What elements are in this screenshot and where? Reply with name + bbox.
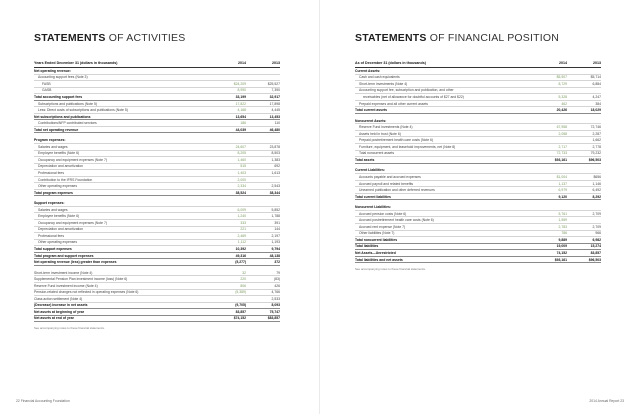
- value-2013: 79,232: [590, 151, 601, 156]
- value-2013: 1,193: [271, 240, 280, 245]
- value-2014: 220: [240, 277, 246, 282]
- value-2014: 1,240: [237, 214, 246, 219]
- value-2013: 144: [274, 227, 280, 232]
- value-2014: (5,277): [235, 260, 246, 265]
- header-label: Years Ended December 31 (dollars in thousands): [34, 61, 118, 65]
- value-2013: (83): [273, 277, 280, 282]
- row-label: Accrued postretirement health care costs (Note 6): [359, 218, 434, 223]
- value-2014: 2,783: [558, 224, 567, 229]
- row-label: Occupancy and equipment expenses (Note 7): [38, 157, 107, 162]
- value-2013: 110: [274, 121, 280, 126]
- value-2013: 8,503: [271, 151, 280, 156]
- header-label: As of December 31 (dollars in thousands): [355, 61, 426, 65]
- value-2014: 83,857: [235, 309, 246, 314]
- row-label: GASB: [42, 88, 52, 93]
- value-2013: 4,247: [592, 94, 601, 99]
- table-body: [355, 68, 601, 263]
- row-label: Net operating revenue:: [34, 68, 71, 73]
- value-2013: 6,982: [592, 237, 601, 242]
- title-light: OF FINANCIAL POSITION: [429, 32, 559, 44]
- row-label: Accrued payroll and related benefits: [359, 181, 414, 186]
- page-title: [355, 32, 559, 44]
- row-label: Current Assets:: [355, 68, 381, 73]
- page-title: [34, 32, 185, 44]
- row-label: Net assets at end of year: [34, 316, 74, 321]
- value-2013: 46,480: [269, 127, 280, 132]
- value-2013: 1,662: [592, 138, 601, 143]
- value-2013: 2,287: [592, 131, 601, 136]
- value-2014: 1,403: [237, 170, 246, 175]
- value-2013: 384: [595, 101, 601, 106]
- value-2014: 515: [240, 164, 246, 169]
- value-2013: 6,492: [592, 188, 601, 193]
- row-label: Depreciation and amortization: [38, 227, 84, 232]
- row-label: Salaries and wages: [38, 207, 68, 212]
- value-2013: $25,527: [267, 81, 280, 86]
- header-col-2013: 2013: [593, 61, 601, 65]
- value-2013: 2,543: [271, 184, 280, 189]
- value-2014: 1,137: [558, 181, 567, 186]
- row-label: Assets held in trust (Note 6): [359, 131, 401, 136]
- value-2013: 5,852: [271, 207, 280, 212]
- row-label: Total program expenses: [34, 190, 73, 195]
- value-2014: 44,039: [235, 127, 246, 132]
- row-label: Short-term investments (Note 4): [359, 81, 408, 86]
- value-2013: $96,503: [588, 257, 601, 262]
- financial-position-table: [355, 59, 601, 271]
- value-2014: 49,316: [235, 253, 246, 258]
- value-2014: $1,004: [556, 174, 567, 179]
- value-2013: 6,884: [592, 81, 601, 86]
- row-label: Total noncurrent assets: [359, 151, 395, 156]
- right-page: [320, 0, 640, 414]
- row-label: Accounting support fees (Note 3): [38, 75, 88, 80]
- value-2013: $656: [593, 174, 601, 179]
- header-col-2013: 2013: [272, 61, 280, 65]
- value-2013: 4,445: [271, 108, 280, 113]
- header-col-2014: 2014: [238, 61, 246, 65]
- value-2014: 8,990: [237, 88, 246, 93]
- activities-table: [34, 59, 280, 330]
- row-label: Noncurrent Assets:: [355, 118, 387, 123]
- value-2014: (9,705): [235, 303, 246, 308]
- value-2014: 462: [561, 101, 567, 106]
- value-2013: 1,788: [271, 214, 280, 219]
- row-label: Reserve Fund investment income (Note 4): [34, 283, 98, 288]
- page-footer: 22 Financial Accounting Foundation: [16, 399, 70, 403]
- row-label: Class action settlement (Note 4): [34, 296, 83, 301]
- row-label: Program expenses:: [34, 138, 66, 143]
- value-2014: 2,469: [237, 233, 246, 238]
- value-2014: 19,009: [556, 244, 567, 249]
- row-label: Contributions/NFP contributed services: [38, 121, 97, 126]
- row-label: Accounting support fee, subscription and publication, and other: [359, 88, 454, 93]
- row-label: Occupancy and equipment expenses (Note 7): [38, 220, 107, 225]
- value-2013: 7,390: [271, 88, 280, 93]
- row-label: Unearned publication and other deferred revenues: [359, 188, 435, 193]
- row-label: (Decrease) increase in net assets: [34, 303, 88, 308]
- value-2013: 2,778: [592, 144, 601, 149]
- value-2014: 1,460: [237, 157, 246, 162]
- value-2013: 17,898: [269, 101, 280, 106]
- row-label: Total program and support expenses: [34, 253, 94, 258]
- row-label: Total current liabilities: [355, 194, 391, 199]
- value-2014: 24,607: [235, 144, 246, 149]
- row-label: Less: Direct costs of subscriptions and publications (Note 5): [38, 108, 128, 113]
- value-2013: 2,709: [592, 211, 601, 216]
- value-2013: 32,917: [269, 94, 280, 99]
- value-2014: 2,000: [237, 177, 246, 182]
- row-label: Supplemental Pension Plan investment income (loss) (Note 6): [34, 277, 128, 282]
- row-label: Total current assets: [355, 108, 387, 113]
- row-label: Subscriptions and publications (Note 5): [38, 101, 97, 106]
- value-2013: $96,503: [588, 157, 601, 162]
- value-2014: 67,958: [556, 125, 567, 130]
- table-row: [355, 107, 601, 114]
- value-2013: 9,794: [271, 246, 280, 251]
- row-label: Support expenses:: [34, 201, 65, 206]
- row-label: Net subscriptions and publications: [34, 114, 91, 119]
- value-2014: 1,112: [237, 240, 246, 245]
- value-2013: 4,766: [271, 290, 280, 295]
- value-2014: 2,334: [237, 184, 246, 189]
- row-label: Total assets: [355, 157, 375, 162]
- notes-reference: See accompanying notes to these financial statements.: [355, 267, 426, 272]
- value-2014: 74,152: [556, 250, 567, 255]
- value-2013: 8,292: [592, 194, 601, 199]
- value-2014: 33,199: [235, 94, 246, 99]
- value-2014: $93,161: [554, 157, 567, 162]
- table-row: [34, 127, 280, 134]
- value-2014: 786: [561, 231, 567, 236]
- row-label: Noncurrent Liabilities:: [355, 205, 391, 210]
- value-2013: 1,146: [592, 181, 601, 186]
- row-label: Salaries and wages: [38, 144, 68, 149]
- value-2014: 186: [240, 121, 246, 126]
- row-label: Total support expenses: [34, 246, 72, 251]
- row-label: FASB: [42, 81, 51, 86]
- row-label: Pension-related changes not reflected in operating expenses (Note 6): [34, 290, 139, 295]
- row-label: Other liabilities (Note 7): [359, 231, 395, 236]
- row-label: Short-term investment income (Note 4): [34, 270, 93, 275]
- row-label: Net Assets—Unrestricted: [355, 250, 396, 255]
- value-2014: $93,161: [554, 257, 567, 262]
- row-label: Depreciation and amortization: [38, 164, 84, 169]
- row-label: Net assets at beginning of year: [34, 309, 85, 314]
- value-2014: 4,168: [237, 108, 246, 113]
- value-2013: $5,714: [590, 75, 601, 80]
- row-label: Professional fees: [38, 170, 65, 175]
- value-2013: 692: [274, 164, 280, 169]
- row-label: Accrued rent expense (Note 7): [359, 224, 406, 229]
- row-label: Current Liabilities:: [355, 168, 385, 173]
- value-2014: 13,654: [235, 114, 246, 119]
- row-label: Prepaid postretirement health care costs (Note 6): [359, 138, 434, 143]
- value-2013: 83,857: [590, 250, 601, 255]
- value-2013: 38,344: [269, 190, 280, 195]
- table-row: [34, 316, 280, 323]
- row-label: Net operating revenue (less) greater than expenses: [34, 260, 117, 265]
- header-col-2014: 2014: [559, 61, 567, 65]
- row-label: Accounts payable and accrued expenses: [359, 174, 421, 179]
- title-light: OF ACTIVITIES: [108, 32, 186, 44]
- value-2013: 966: [595, 231, 601, 236]
- row-label: Total noncurrent liabilities: [355, 237, 398, 242]
- value-2014: 806: [240, 283, 246, 288]
- row-label: Cash and cash equivalents: [359, 75, 400, 80]
- value-2014: 6,979: [558, 188, 567, 193]
- value-2014: 72,733: [556, 151, 567, 156]
- value-2013: 13,453: [269, 114, 280, 119]
- value-2013: 1,383: [271, 157, 280, 162]
- row-label: Accrued pension costs (Note 6): [359, 211, 407, 216]
- value-2014: $74,152: [233, 316, 246, 321]
- row-label: Employee benefits (Note 6): [38, 151, 80, 156]
- row-label: Total net operating revenue: [34, 127, 79, 132]
- value-2014: 221: [240, 227, 246, 232]
- value-2013: 2,709: [592, 224, 601, 229]
- value-2013: 1,613: [271, 170, 280, 175]
- value-2014: 8,729: [558, 81, 567, 86]
- value-2014: 20,426: [556, 108, 567, 113]
- row-label: Prepaid expenses and all other current assets: [359, 101, 428, 106]
- row-label: Other operating expenses: [38, 184, 78, 189]
- row-label: Total accounting support fees: [34, 94, 83, 99]
- value-2014: 17,822: [235, 101, 246, 106]
- value-2013: 23,878: [269, 144, 280, 149]
- value-2014: 10,392: [235, 246, 246, 251]
- value-2013: 72,746: [590, 125, 601, 130]
- value-2014: 1,559: [558, 218, 567, 223]
- page-footer: 2014 Annual Report 23: [589, 399, 624, 403]
- table-row: [355, 157, 601, 164]
- value-2013: 2,197: [271, 233, 280, 238]
- value-2013: 391: [274, 220, 280, 225]
- value-2014: 2,717: [558, 144, 567, 149]
- row-label: Total liabilities: [355, 244, 379, 249]
- table-row: [355, 194, 601, 201]
- value-2014: $24,209: [233, 81, 246, 86]
- value-2014: 5,328: [558, 94, 567, 99]
- table-header: [355, 59, 601, 68]
- value-2013: 372: [274, 260, 280, 265]
- value-2014: 9,889: [558, 237, 567, 242]
- value-2014: $5,907: [556, 75, 567, 80]
- value-2014: 9,120: [558, 194, 567, 199]
- table-row: [34, 190, 280, 197]
- value-2013: 48,138: [269, 253, 280, 258]
- row-label: Contribution to the IFRS Foundation: [38, 177, 93, 182]
- value-2013: 75,747: [269, 309, 280, 314]
- table-row: [355, 257, 601, 264]
- value-2014: 6,009: [237, 207, 246, 212]
- value-2014: 2,058: [558, 131, 567, 136]
- title-bold: STATEMENTS: [355, 32, 427, 44]
- value-2014: 32: [242, 270, 246, 275]
- value-2013: 18,029: [590, 108, 601, 113]
- value-2013: 426: [274, 283, 280, 288]
- row-label: receivables (net of allowance for doubtful accounts of $27 and $22): [363, 94, 464, 99]
- title-bold: STATEMENTS: [34, 32, 106, 44]
- value-2014: (5,389): [235, 290, 246, 295]
- row-label: Other operating expenses: [38, 240, 78, 245]
- table-header: [34, 59, 280, 68]
- value-2014: 38,524: [235, 190, 246, 195]
- row-label: Reserve Fund investments (Note 4): [359, 125, 413, 130]
- value-2013: 8,093: [271, 303, 280, 308]
- row-label: Total liabilities and net assets: [355, 257, 403, 262]
- value-2014: 8,205: [237, 151, 246, 156]
- row-label: Professional fees: [38, 233, 65, 238]
- row-label: Furniture, equipment, and leasehold improvements, net (Note 8): [359, 144, 456, 149]
- value-2013: 79: [276, 270, 280, 275]
- value-2013: 15,274: [590, 244, 601, 249]
- value-2013: $83,857: [267, 316, 280, 321]
- notes-reference: See accompanying notes to these financial statements.: [34, 326, 105, 331]
- value-2014: 333: [240, 220, 246, 225]
- table-body: [34, 68, 280, 322]
- value-2013: 2,533: [271, 296, 280, 301]
- row-label: Employee benefits (Note 6): [38, 214, 80, 219]
- table-row: [34, 259, 280, 266]
- value-2014: 5,761: [558, 211, 567, 216]
